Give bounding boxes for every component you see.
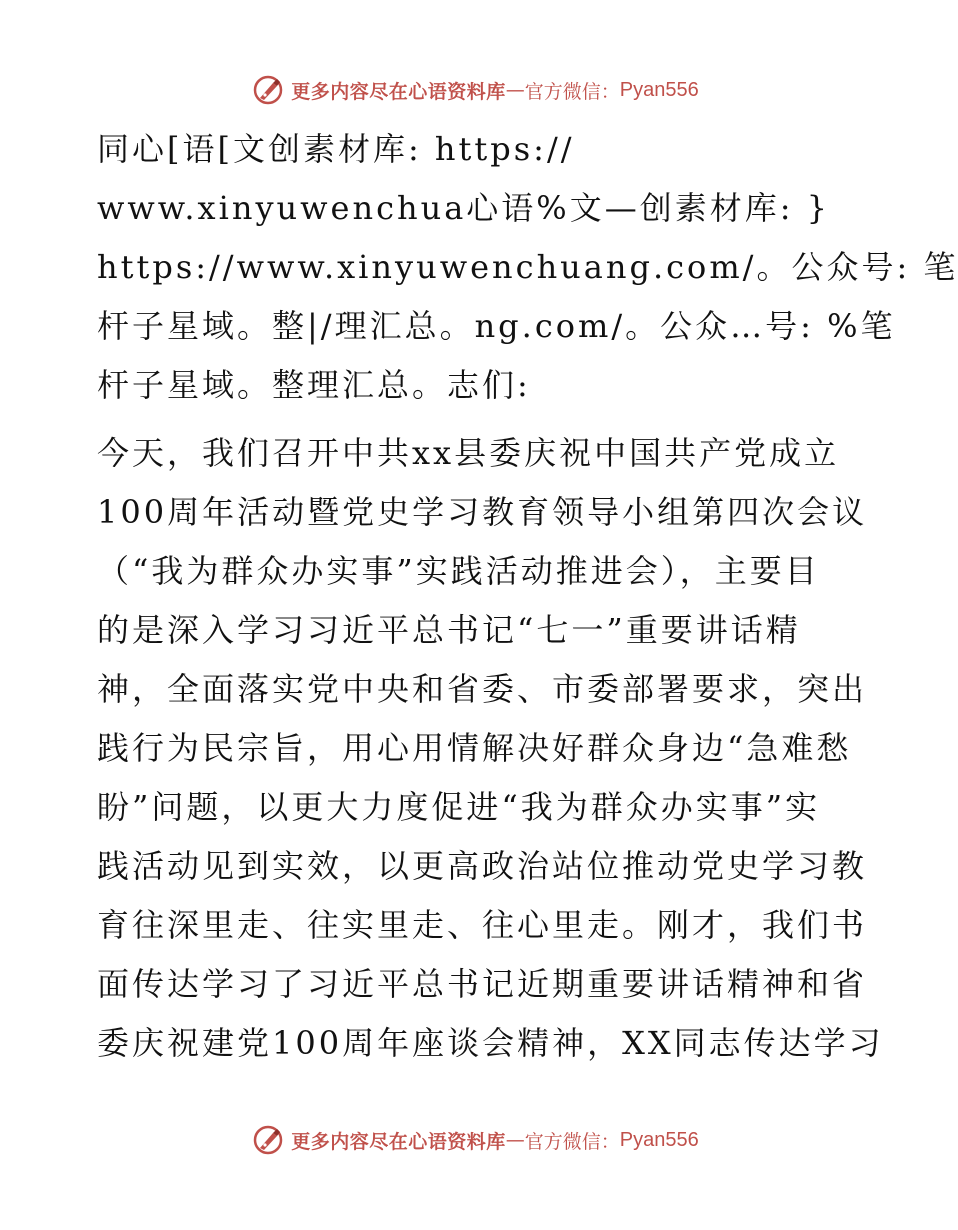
text-line: 委庆祝建党100周年座谈会精神，XX同志传达学习 <box>97 1024 884 1062</box>
pen-nib-logo-icon <box>251 1123 285 1157</box>
text-line: 今天，我们召开中共xx县委庆祝中国共产党成立 <box>97 434 840 472</box>
watermark-official-label: 官方微信： <box>524 80 620 103</box>
text-line: 杆子星域。整理汇总。志们: <box>97 366 531 404</box>
watermark-dash: — <box>505 1129 525 1151</box>
text-line: 同心[语[文创素材库: https:// <box>97 130 575 168</box>
document-paragraph-2 <box>97 424 884 1073</box>
watermark-brand-text: 更多内容尽在心语资料库 <box>291 1130 506 1153</box>
watermark-official-label: 官方微信： <box>524 1130 620 1153</box>
text-line: 践行为民宗旨，用心用情解决好群众身边“急难愁 <box>97 729 852 767</box>
text-line: 神，全面落实党中央和省委、市委部署要求，突出 <box>97 670 868 708</box>
watermark-brand-text: 更多内容尽在心语资料库 <box>291 80 506 103</box>
document-paragraph-1 <box>97 120 958 415</box>
watermark-wechat-id: Pyan556 <box>619 1128 699 1151</box>
pen-nib-logo-icon <box>251 73 285 107</box>
text-line: 盼”问题，以更大力度促进“我为群众办实事”实 <box>97 788 821 826</box>
text-line: 杆子星域。整|/理汇总。ng.com/。公众…号: %笔 <box>97 307 896 345</box>
watermark-wechat-id: Pyan556 <box>619 78 699 101</box>
text-line: （“我为群众办实事”实践活动推进会），主要目 <box>97 552 820 590</box>
text-line: 100周年活动暨党史学习教育领导小组第四次会议 <box>97 493 868 531</box>
footer-watermark <box>0 1120 950 1160</box>
text-line: 的是深入学习习近平总书记“七一”重要讲话精 <box>97 611 801 649</box>
watermark-dash: — <box>505 79 525 101</box>
text-line: 践活动见到实效，以更高政治站位推动党史学习教 <box>97 847 868 885</box>
text-line: 育往深里走、往实里走、往心里走。刚才，我们书 <box>97 906 868 944</box>
header-watermark <box>0 70 950 110</box>
text-line: https://www.xinyuwenchuang.com/。公众号: 笔 <box>97 248 958 286</box>
text-line: 面传达学习了习近平总书记近期重要讲话精神和省 <box>97 965 868 1003</box>
text-line: www.xinyuwenchua心语%文—创素材库: } <box>97 189 831 227</box>
